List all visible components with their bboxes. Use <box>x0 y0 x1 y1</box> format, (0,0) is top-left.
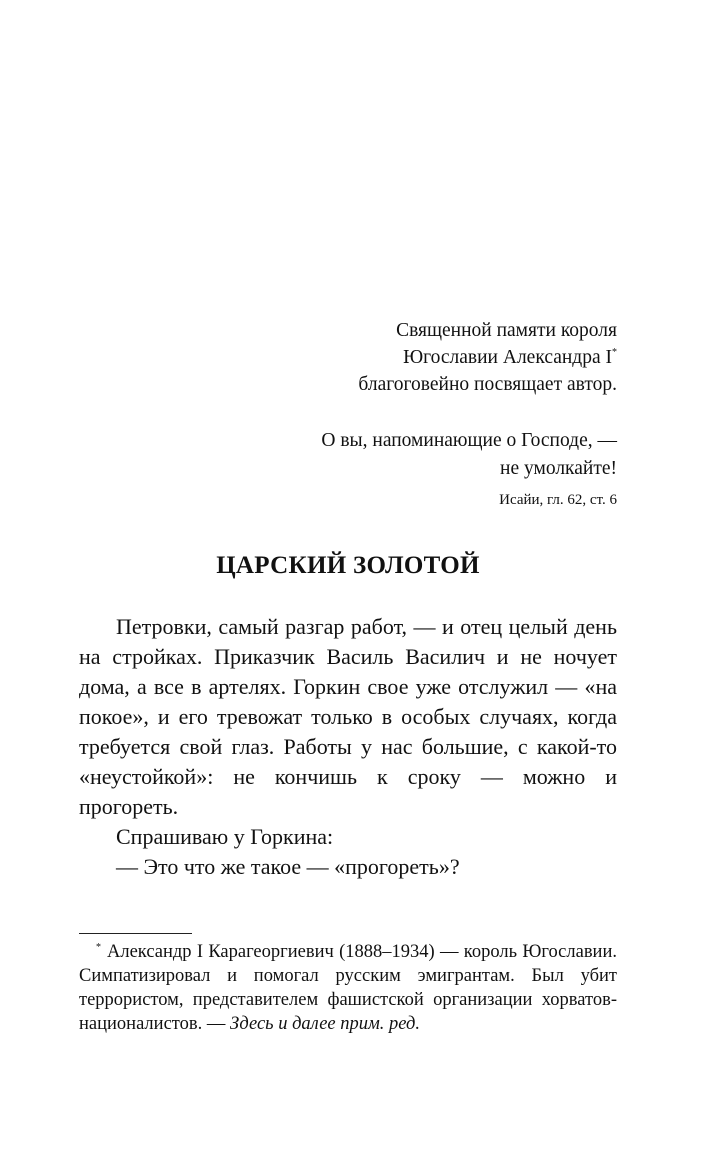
footnote-text: Александр I Карагеоргиевич (1888–1934) — король Югославии. Симпатизировал и помогал русским эмигрантам. Был убит террористом, представителем фашистской организации хорватов-националистов. — <box>79 942 617 1034</box>
footnote-reference-mark: * <box>612 347 617 358</box>
epigraph-line: О вы, напоминающие о Господе, — <box>321 430 617 451</box>
dedication-line <box>358 344 617 371</box>
dedication-line: Священной памяти короля <box>396 320 617 341</box>
body-paragraph: Петровки, самый разгар работ, — и отец целый день на стройках. Приказчик Василь Василич и не ночует дома, а все в артелях. Горкин свое уже отслужил — «на покое», и его тревожат только в особых случаях, когда требуется свой глаз. Работы у нас большие, с какой-то «неустойкой»: не кончишь к сроку — можно и прогореть. <box>79 614 617 819</box>
dedication-line: благоговейно посвящает автор. <box>358 374 617 395</box>
footnote-divider <box>79 933 192 934</box>
body-paragraph: Спрашиваю у Горкина: <box>116 824 334 849</box>
body-text <box>79 612 617 882</box>
dedication-line-text: Югославии Александра I <box>403 347 612 368</box>
footnote-editor-note: Здесь и далее прим. ред. <box>229 1014 421 1034</box>
epigraph-source: Исайи, гл. 62, ст. 6 <box>499 492 617 508</box>
dedication <box>358 317 617 398</box>
footnote-mark: * <box>96 942 101 953</box>
epigraph <box>321 427 617 511</box>
footnote-paragraph <box>79 940 617 1036</box>
epigraph-line: не умолкайте! <box>500 458 617 479</box>
footnote <box>79 940 617 1036</box>
body-paragraph: — Это что же такое — «прогореть»? <box>116 854 460 879</box>
chapter-title: ЦАРСКИЙ ЗОЛОТОЙ <box>216 552 480 579</box>
